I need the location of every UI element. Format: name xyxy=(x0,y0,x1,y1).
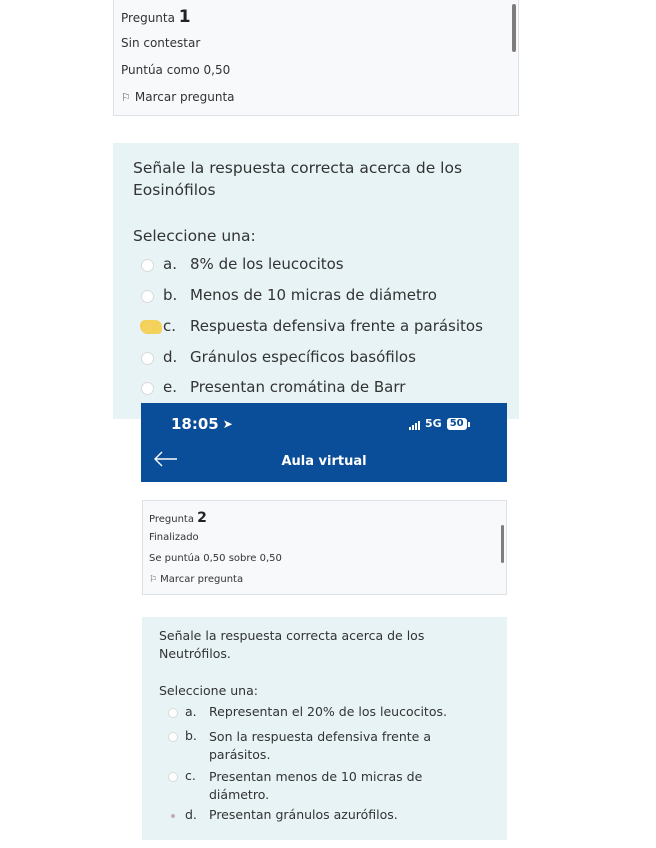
status-bar-time xyxy=(171,415,233,433)
q1-option-d[interactable] xyxy=(141,348,416,366)
radio-button[interactable] xyxy=(168,732,178,742)
option-letter: a. xyxy=(185,704,197,719)
question-1-score: Puntúa como 0,50 xyxy=(121,63,231,77)
question-1-text-line1: Señale la respuesta correcta acerca de los xyxy=(133,159,463,177)
q2-option-d[interactable] xyxy=(168,807,398,822)
question-1-heading xyxy=(121,7,191,27)
radio-dot xyxy=(171,814,175,818)
option-text-continued: parásitos. xyxy=(209,747,271,762)
q2-option-c[interactable] xyxy=(168,768,422,804)
option-text-block xyxy=(209,728,431,764)
radio-button[interactable] xyxy=(141,259,154,272)
option-letter: b. xyxy=(185,728,197,743)
network-type: 5G xyxy=(425,417,442,430)
q1-option-b[interactable] xyxy=(141,286,437,304)
question-number: 1 xyxy=(178,7,191,27)
scrollbar[interactable] xyxy=(501,525,504,563)
option-text: Menos de 10 micras de diámetro xyxy=(190,286,437,304)
question-2-score: Se puntúa 0,50 sobre 0,50 xyxy=(149,553,282,564)
question-1-content xyxy=(113,143,519,419)
flag-icon: ⚐ xyxy=(121,90,131,104)
app-header xyxy=(141,403,507,482)
question-label: Pregunta xyxy=(121,11,175,25)
app-title: Aula virtual xyxy=(281,454,367,469)
option-text: Respuesta defensiva frente a parásitos xyxy=(190,317,483,335)
q1-option-c[interactable] xyxy=(141,317,483,335)
option-letter: b. xyxy=(163,286,178,304)
option-letter: c. xyxy=(185,768,196,783)
option-letter: a. xyxy=(163,255,177,273)
question-label: Pregunta xyxy=(149,514,194,525)
option-letter: e. xyxy=(163,378,177,396)
flag-question-1-link[interactable] xyxy=(121,90,235,104)
time: 18:05 xyxy=(171,415,219,433)
question-1-info xyxy=(113,0,519,116)
option-text: Presentan gránulos azurófilos. xyxy=(209,807,398,822)
option-letter: d. xyxy=(163,348,178,366)
q2-option-a[interactable] xyxy=(168,704,447,719)
flag-icon: ⚐ xyxy=(149,574,158,585)
q2-option-b[interactable] xyxy=(168,728,431,764)
option-letter: c. xyxy=(163,317,177,335)
option-text: Son la respuesta defensiva frente a xyxy=(209,729,432,744)
question-2-text-line1: Señale la respuesta correcta acerca de los xyxy=(159,628,425,643)
flag-question-2-link[interactable] xyxy=(149,574,243,585)
battery-icon xyxy=(447,418,470,430)
question-1-status: Sin contestar xyxy=(121,36,201,50)
question-2-text-line2: Neutrófilos. xyxy=(159,646,231,661)
q1-option-e[interactable] xyxy=(141,378,405,396)
radio-button[interactable] xyxy=(168,772,178,782)
radio-button[interactable] xyxy=(141,382,154,395)
question-2-status: Finalizado xyxy=(149,532,199,543)
flag-question-label: Marcar pregunta xyxy=(134,90,235,104)
option-text: Gránulos específicos basófilos xyxy=(190,348,416,366)
radio-button[interactable] xyxy=(141,290,154,303)
question-2-prompt: Seleccione una: xyxy=(159,683,258,698)
flag-question-label: Marcar pregunta xyxy=(160,574,244,585)
location-arrow-icon: ➤ xyxy=(222,417,233,431)
option-text-continued: diámetro. xyxy=(209,787,270,802)
signal-icon xyxy=(409,421,420,430)
question-2-info xyxy=(142,500,507,595)
radio-button-selected[interactable] xyxy=(168,811,178,821)
radio-button[interactable] xyxy=(168,708,178,718)
option-text: 8% de los leucocitos xyxy=(190,255,344,273)
option-text: Representan el 20% de los leucocitos. xyxy=(209,704,447,719)
question-number: 2 xyxy=(197,510,207,526)
highlight-mark xyxy=(140,320,162,334)
option-letter: d. xyxy=(185,807,197,822)
option-text-block xyxy=(209,768,422,804)
option-text: Presentan menos de 10 micras de xyxy=(209,769,423,784)
question-2-heading xyxy=(149,510,207,526)
radio-button[interactable] xyxy=(141,352,154,365)
question-1-text-line2: Eosinófilos xyxy=(133,181,216,199)
option-text: Presentan cromátina de Barr xyxy=(190,378,406,396)
q1-option-a[interactable] xyxy=(141,255,344,273)
battery-level: 50 xyxy=(447,418,467,430)
scrollbar[interactable] xyxy=(512,4,516,52)
status-bar-indicators xyxy=(409,417,470,430)
question-2-content xyxy=(142,617,507,840)
question-1-prompt: Seleccione una: xyxy=(133,227,256,245)
